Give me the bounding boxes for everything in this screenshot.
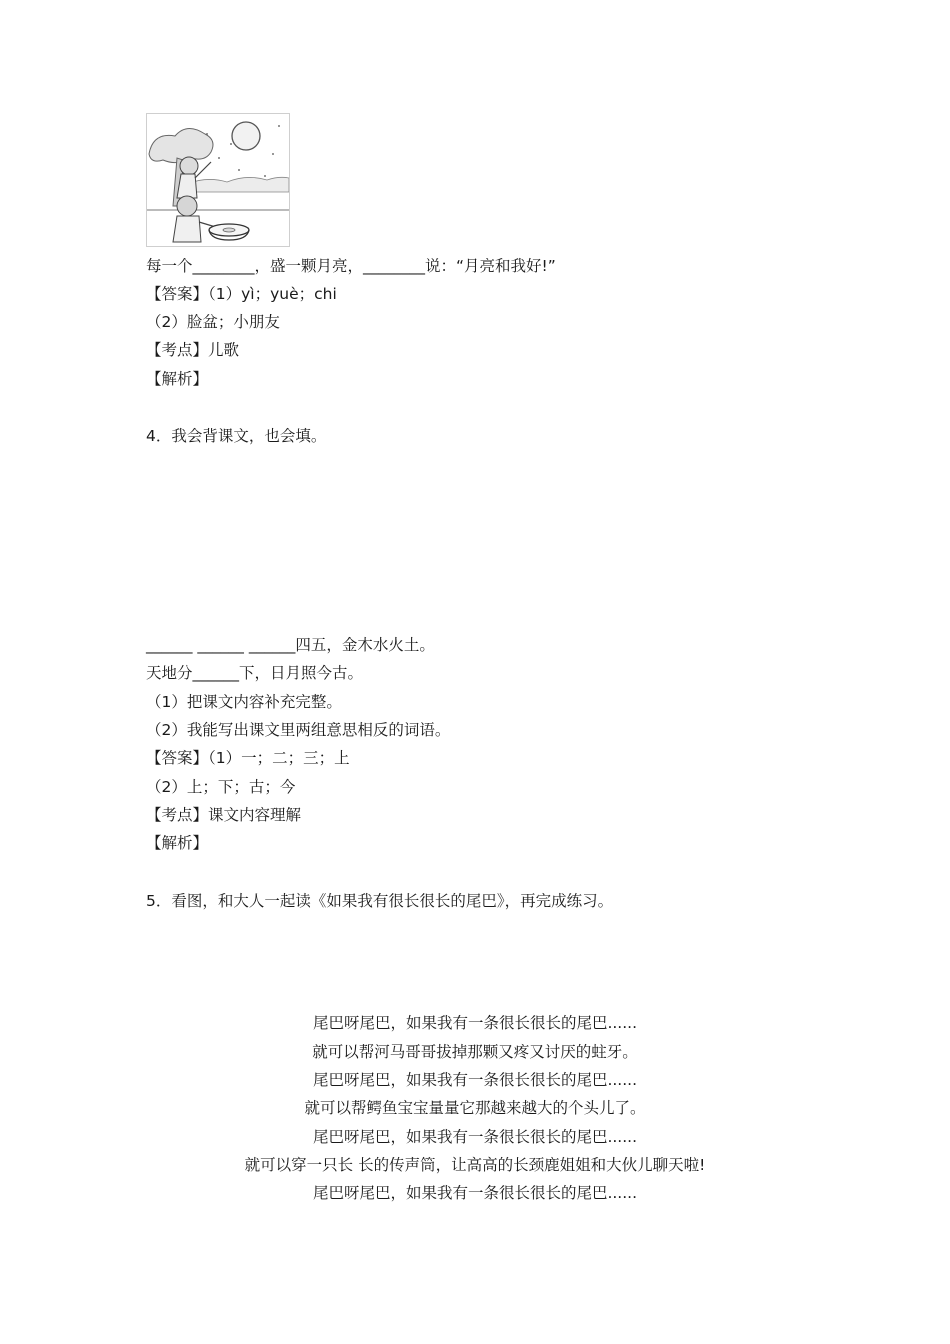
moon-basin-illustration xyxy=(146,113,290,247)
jiexi-line: 【解析】 xyxy=(146,370,209,388)
sub-question-1: （1）把课文内容补充完整。 xyxy=(146,693,342,711)
kaodian-line: 【考点】儿歌 xyxy=(146,341,240,359)
poem-line: 尾巴呀尾巴，如果我有一条很长很长的尾巴...... xyxy=(312,1128,638,1146)
fill-in-sentence: 每一个________，盛一颗月亮，________说：“月亮和我好!” xyxy=(146,257,556,275)
jiexi-line: 【解析】 xyxy=(146,834,209,852)
poem-line: 尾巴呀尾巴，如果我有一条很长很长的尾巴...... xyxy=(312,1184,638,1202)
poem-line: 就可以帮鳄鱼宝宝量量它那越来越大的个头儿了。 xyxy=(304,1099,646,1117)
poem-line: 尾巴呀尾巴，如果我有一条很长很长的尾巴...... xyxy=(312,1071,638,1089)
answer-line-1: 【答案】（1）yì；yuè；chi xyxy=(146,285,337,303)
kaodian-line: 【考点】课文内容理解 xyxy=(146,806,302,824)
poem-line: 就可以帮河马哥哥拔掉那颗又疼又讨厌的蛀牙。 xyxy=(312,1043,638,1061)
sub-question-2: （2）我能写出课文里两组意思相反的词语。 xyxy=(146,721,451,739)
answer-line-1: 【答案】（1）一；二；三；上 xyxy=(146,749,350,767)
poem-line: 就可以穿一只长 长的传声筒，让高高的长颈鹿姐姐和大伙儿聊天啦! xyxy=(244,1156,706,1174)
question-5-title: 5．看图，和大人一起读《如果我有很长很长的尾巴》，再完成练习。 xyxy=(146,892,614,910)
blank-line-2: 天地分______下，日月照今古。 xyxy=(146,664,364,682)
blank-line-1: ______ ______ ______四五，金木水火土。 xyxy=(146,636,435,654)
poem-line: 尾巴呀尾巴，如果我有一条很长很长的尾巴...... xyxy=(312,1014,638,1032)
answer-line-2: （2）上；下；古；今 xyxy=(146,778,296,796)
question-4-title: 4．我会背课文，也会填。 xyxy=(146,427,327,445)
answer-line-2: （2）脸盆；小朋友 xyxy=(146,313,280,331)
